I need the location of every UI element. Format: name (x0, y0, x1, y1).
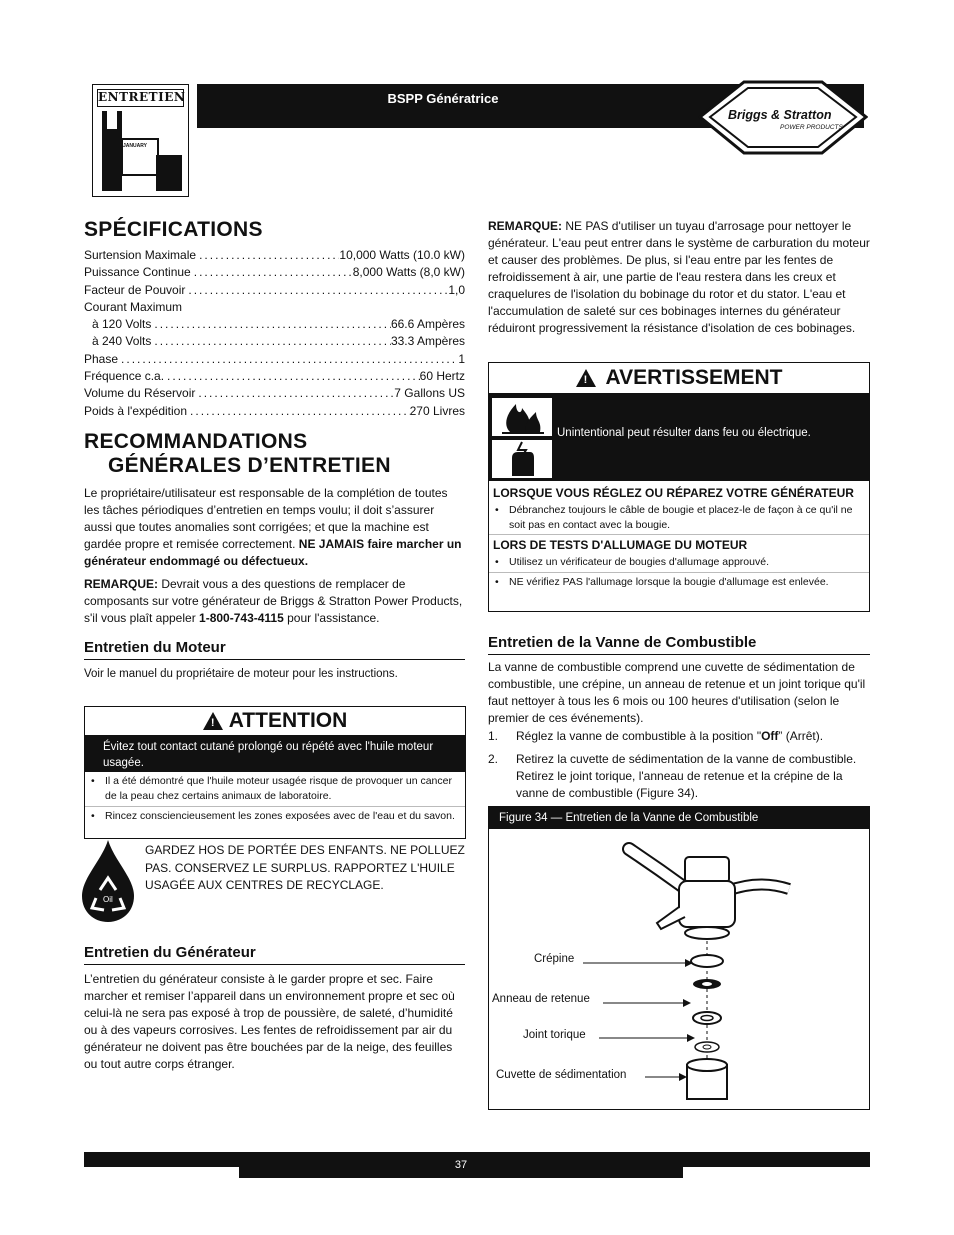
spec-row: Poids à l'expédition ..... 270 Livres (84, 403, 465, 420)
reco-paragraph: Le propriétaire/utilisateur est responsable de la complétion de toutes les tâches périodiques d’entretien en temps voulu; il doit s’assurer aussi que toutes anomalies sont corrigées; et que la machine est gardée propre et remisée correctement. NE JAMAIS faire marcher un générateur endommagé ou défectueux. (84, 485, 462, 568)
oil-recycle-text: GARDEZ HOS DE PORTÉE DES ENFANTS. NE POLLUEZ PAS. CONSERVEZ LE SURPLUS. RAPPORTEZ L'HUILE USAGÉE AUX CENTRES DE RECYCLAGE. (145, 843, 465, 892)
vanne-title: Entretien de la Vanne de Combustible (488, 634, 870, 655)
avertissement-title: AVERTISSEMENT (605, 366, 783, 389)
spec-row: à 120 Volts ..... 66.6 Ampères (84, 316, 465, 333)
figure-label-cuvette: Cuvette de sédimentation (496, 1069, 627, 1081)
spec-row: Puissance Continue ..... 8,000 Watts (8,0 kW) (84, 264, 465, 281)
fire-icon (491, 397, 553, 437)
logo-subtitle: POWER PRODUCTS (780, 124, 843, 131)
avertissement-bullet: • Débranchez toujours le câble de bougie et placez-le de façon à ce qu'il ne soit pas en contact avec la bougie. (489, 501, 869, 535)
wrench-calendar-icon (94, 109, 187, 195)
specs-title: SPÉCIFICATIONS (84, 218, 263, 241)
avertissement-heading: LORSQUE VOUS RÉGLEZ OU RÉPAREZ VOTRE GÉNÉRATEUR (493, 486, 854, 500)
spec-row: Surtension Maximale ..... 10,000 Watts (10.0 kW) (84, 247, 465, 264)
oil-label: Oil (103, 895, 113, 904)
generateur-text: L’entretien du générateur consiste à le garder propre et sec. Faire marcher et remiser l’appareil dans un environnement propre et sec où celui-là ne sera pas exposé à trop de poussière, de saleté, d’humidité ou à des vapeurs corrosives. Les fentes de refroidissement par air du générateur ne doivent pas être bouchées par de la neige, des feuilles ou tout autre corps étranger. (84, 972, 455, 1071)
attention-box (84, 706, 466, 839)
spec-row: Fréquence c.a. ..... 60 Hertz (84, 368, 465, 385)
vanne-step: 2. Retirez la cuvette de sédimentation de la vanne de combustible. Retirez le joint torique, l'anneau de retenue et la crépine de la vanne de combustible (Figure 34). (488, 752, 857, 800)
left-column (84, 218, 465, 683)
avertissement-bullet: • Utilisez un vérificateur de bougies d'allumage approuvé. (489, 553, 869, 573)
spec-row: Courant Maximum (84, 299, 183, 314)
header-title: BSPP Génératrice (387, 91, 499, 106)
entretien-badge-word: ENTRETIEN (97, 89, 184, 107)
logo-name: Briggs & Stratton (728, 108, 832, 122)
attention-banner: Évitez tout contact cutané prolongé ou répété avec l'huile moteur usagée. (85, 735, 465, 772)
avertissement-title-row (489, 363, 869, 393)
spec-row: Phase ..... 1 (84, 351, 465, 368)
spec-row: à 240 Volts ..... 33.3 Ampères (84, 333, 465, 350)
figure-label-crepine: Crépine (534, 953, 575, 965)
page-number: 37 (239, 1155, 683, 1178)
specs-table (84, 247, 465, 420)
attention-title: ATTENTION (228, 709, 348, 732)
generateur-section (84, 944, 465, 1073)
reco-title: RECOMMANDATIONS GÉNÉRALES D’ENTRETIEN (84, 429, 391, 477)
avertissement-banner-text: Unintentional peut résulter dans feu ou électrique. (557, 427, 811, 439)
attention-title-row (85, 707, 465, 735)
electric-shock-icon (491, 439, 553, 479)
avertissement-banner (489, 393, 869, 481)
attention-bullet: • Il a été démontré que l'huile moteur usagée risque de provoquer un cancer de la peau chez certains animaux de laboratoire. (85, 772, 465, 807)
avertissement-bullet: • NE vérifiez PAS l'allumage lorsque la bougie d'allumage est enlevée. (489, 573, 869, 592)
spec-row: Facteur de Pouvoir ..... 1,0 (84, 282, 465, 299)
figure-caption: Figure 34 — Entretien de la Vanne de Combustible (489, 807, 869, 829)
vanne-step: 1. Réglez la vanne de combustible à la position "Off” (Arrêt). (488, 729, 824, 743)
avertissement-heading: LORS DE TESTS D'ALLUMAGE DU MOTEUR (493, 538, 748, 552)
generateur-title: Entretien du Générateur (84, 944, 465, 965)
oil-recycle-icon (80, 838, 136, 924)
warning-triangle-icon: ! (576, 369, 596, 387)
warning-triangle-icon: ! (203, 712, 223, 730)
moteur-text: Voir le manuel du propriétaire de moteur pour les instructions. (84, 667, 398, 680)
entretien-badge (92, 84, 189, 197)
vanne-intro: La vanne de combustible comprend une cuvette de sédimentation de combustible, une crépine, un anneau de retenue et un joint torique qu'il faut nettoyer à tous les 6 mois ou 100 heures d'utilisation (selon le premier de ces événements). (488, 660, 866, 725)
moteur-title: Entretien du Moteur (84, 639, 465, 660)
attention-bullet: • Rincez consciencieusement les zones exposées avec de l'eau et du savon. (85, 807, 465, 826)
right-column (488, 218, 870, 337)
water-remark: REMARQUE: NE PAS d'utiliser un tuyau d'arrosage pour nettoyer le générateur. L'eau peut entrer dans le système de carburation du moteur et causer des problèmes. De plus, si l'eau entre par les fentes de refroidissement à air, une partie de l'eau restera dans les creux et craquelures de l'isolation du bobinage du rotor et du stator. L'eau et l'accumulation de saleté sur ces bobinages internes du générateur réduiront progressivement la résistance d'isolation de ces bobinages. (488, 219, 870, 335)
vanne-steps (488, 728, 870, 802)
figure-34 (488, 806, 870, 1110)
fuel-valve-diagram (489, 829, 869, 1109)
figure-label-anneau: Anneau de retenue (492, 993, 590, 1005)
reco-remark: REMARQUE: Devrait vous a des questions de remplacer de composants sur votre générateur de Briggs & Stratton Power Products, s'il vous plaît appeler 1-800-743-4115 pour l'assistance. (84, 576, 463, 625)
spec-row: Volume du Réservoir ..... 7 Gallons US (84, 385, 465, 402)
avertissement-box (488, 362, 870, 612)
calendar-label: JANUARY (123, 143, 147, 149)
vanne-section (488, 634, 870, 802)
briggs-stratton-logo (696, 80, 868, 155)
figure-label-joint: Joint torique (523, 1029, 586, 1041)
